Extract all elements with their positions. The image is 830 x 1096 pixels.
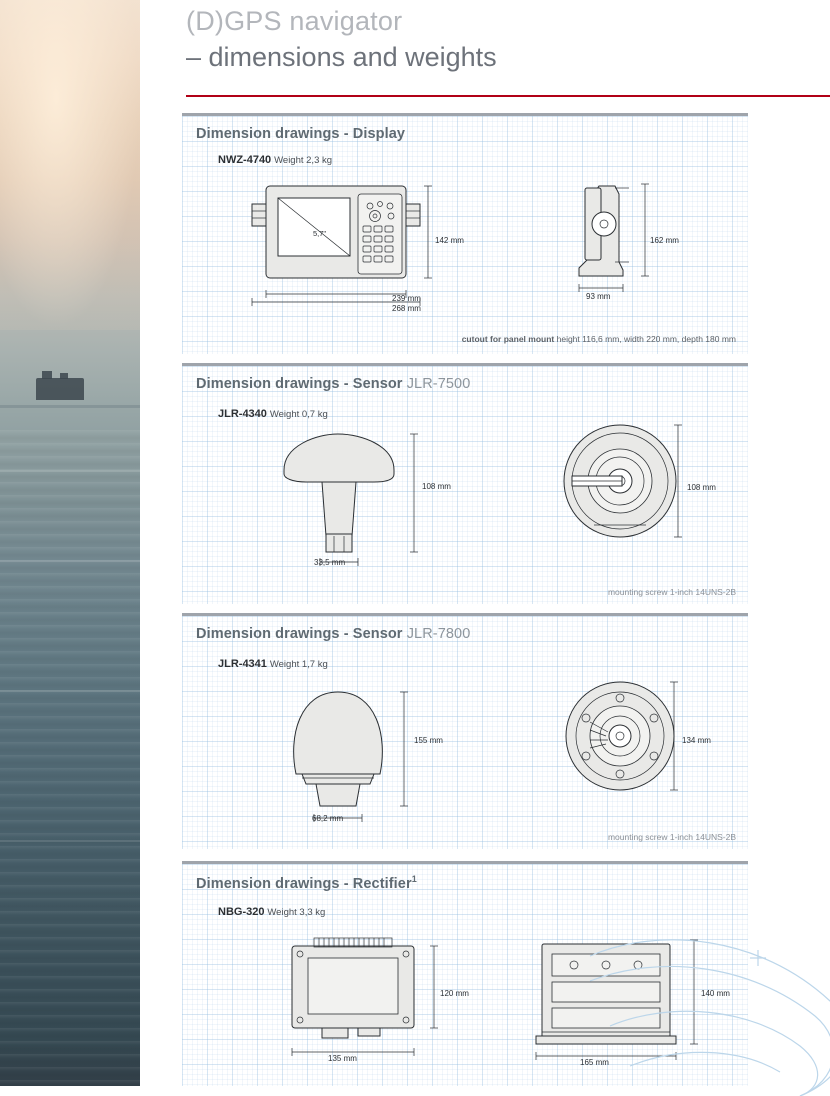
label-sensor7500-base-width: 33,5 mm xyxy=(314,558,346,567)
rectifier-front-drawing xyxy=(262,932,482,1067)
section-title-sensor-7500: Dimension drawings - Sensor JLR-7500 xyxy=(196,376,471,392)
footnote-display: cutout for panel mount height 116,6 mm, width 220 mm, depth 180 mm xyxy=(461,334,736,344)
rectifier-footnote-marker: 1 xyxy=(411,874,417,884)
display-side-drawing xyxy=(557,176,717,306)
section-title-display: Dimension drawings - Display xyxy=(196,126,406,142)
sky-glow xyxy=(0,0,140,330)
label-display-side-width: 93 mm xyxy=(586,292,611,301)
page-header xyxy=(186,4,786,74)
model-line-sensor-7800: JLR-4341 Weight 1,7 kg xyxy=(218,658,328,670)
label-rectifier-front-height: 120 mm xyxy=(440,989,469,998)
label-sensor7800-base-width: 68,2 mm xyxy=(312,814,344,823)
label-sensor7500-diameter: 108 mm xyxy=(687,483,716,492)
label-sensor7800-diameter: 134 mm xyxy=(682,736,711,745)
ship-silhouette xyxy=(36,378,84,400)
water-shimmer xyxy=(0,430,140,1086)
rectifier-side-drawing xyxy=(522,932,742,1067)
header-rule xyxy=(186,95,830,97)
label-sensor7800-height: 155 mm xyxy=(414,736,443,745)
section-sensor-7800 xyxy=(182,613,748,849)
display-front-drawing xyxy=(242,178,462,308)
label-rectifier-side-width: 165 mm xyxy=(580,1058,609,1067)
section-title-rectifier: Dimension drawings - Rectifier$^1$ xyxy=(196,874,417,892)
label-rectifier-side-height: 140 mm xyxy=(701,989,730,998)
sensor7800-side-drawing xyxy=(262,678,472,813)
decorative-photo-strip xyxy=(0,0,140,1086)
model-line-display: NWZ-4740 Weight 2,3 kg xyxy=(218,154,333,166)
label-display-width-inner: 239 mm xyxy=(392,294,421,303)
model-line-sensor-7500: JLR-4340 Weight 0,7 kg xyxy=(218,408,328,420)
page-title: (D)GPS navigator xyxy=(186,6,403,36)
section-sensor-7500 xyxy=(182,363,748,604)
section-title-sensor-7800: Dimension drawings - Sensor JLR-7800 xyxy=(196,626,471,642)
label-display-front-height: 142 mm xyxy=(435,236,464,245)
sensor7500-side-drawing xyxy=(262,428,472,563)
label-display-screen-size: 5,7" xyxy=(313,229,327,238)
section-display xyxy=(182,113,748,354)
label-rectifier-front-width: 135 mm xyxy=(328,1054,357,1063)
label-sensor7500-height: 108 mm xyxy=(422,482,451,491)
section-rectifier xyxy=(182,861,748,1086)
model-line-rectifier: NBG-320 Weight 3,3 kg xyxy=(218,906,326,918)
footnote-sensor-7800: mounting screw 1-inch 14UNS-2B xyxy=(607,832,736,842)
page-subtitle: – dimensions and weights xyxy=(186,42,497,72)
label-display-width-outer: 268 mm xyxy=(392,304,421,313)
footnote-sensor-7500: mounting screw 1-inch 14UNS-2B xyxy=(607,587,736,597)
horizon-line xyxy=(0,405,140,408)
label-display-side-height: 162 mm xyxy=(650,236,679,245)
